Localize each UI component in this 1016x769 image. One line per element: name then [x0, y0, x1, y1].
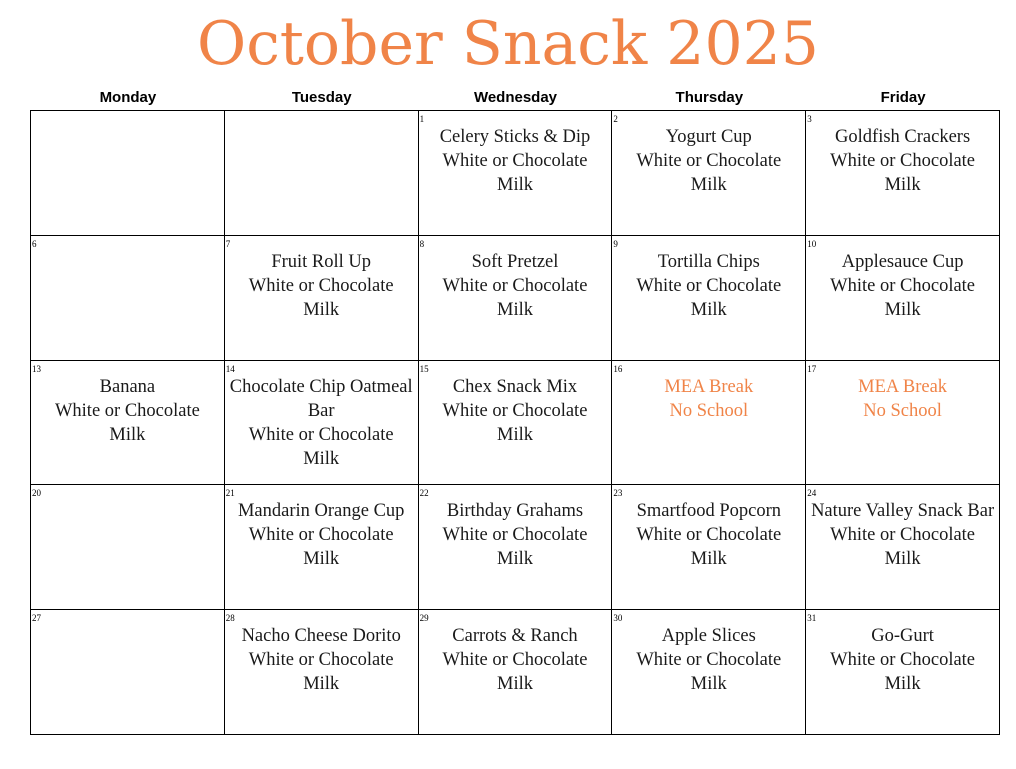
snack-entry — [612, 624, 805, 696]
weekday-label: Thursday — [675, 89, 744, 106]
snack-entry — [612, 375, 805, 423]
day-number: 10 — [807, 238, 817, 249]
snack-name: Birthday Grahams — [446, 501, 584, 522]
snack-name: Banana — [99, 376, 156, 397]
day-number: 8 — [419, 238, 425, 249]
snack-entry — [612, 499, 805, 571]
page-title: October Snack 2025 — [197, 9, 819, 79]
weekday-header — [31, 89, 1000, 106]
snack-entry — [419, 624, 612, 696]
snack-name: Tortilla Chips — [657, 251, 760, 272]
snack-name: Smartfood Popcorn — [636, 501, 781, 522]
day-number: 23 — [613, 488, 623, 499]
calendar-day-cell — [225, 485, 419, 610]
weekday-label: Wednesday — [473, 89, 558, 106]
day-number: 24 — [807, 488, 817, 499]
snack-detail: White or Chocolate Milk — [442, 151, 588, 195]
calendar-grid — [30, 110, 1000, 735]
day-number: 16 — [613, 363, 623, 374]
day-number: 28 — [225, 613, 235, 624]
snack-detail: No School — [863, 400, 942, 421]
calendar-day-cell — [806, 610, 1000, 735]
calendar-day-cell — [806, 236, 1000, 361]
snack-entry — [806, 624, 999, 696]
snack-name: Chex Snack Mix — [452, 376, 578, 397]
day-number: 13 — [32, 363, 41, 374]
calendar-day-cell — [612, 236, 806, 361]
day-number: 15 — [419, 363, 429, 374]
snack-entry — [419, 499, 612, 571]
snack-detail: White or Chocolate Milk — [248, 650, 394, 695]
snack-detail: White or Chocolate Milk — [442, 400, 588, 445]
snack-detail: White or Chocolate Milk — [830, 525, 976, 570]
day-number: 7 — [225, 238, 231, 249]
day-number: 31 — [807, 613, 817, 624]
day-number: 3 — [807, 114, 812, 124]
snack-name: Applesauce Cup — [841, 251, 964, 272]
snack-detail: White or Chocolate Milk — [248, 525, 394, 570]
snack-name: Apple Slices — [661, 626, 756, 647]
day-number: 9 — [613, 238, 618, 249]
calendar-day-cell — [806, 361, 1000, 486]
calendar-day-cell — [225, 610, 419, 735]
weekday-label: Monday — [99, 89, 157, 106]
snack-entry — [225, 375, 418, 471]
snack-detail: White or Chocolate Milk — [636, 275, 782, 320]
snack-entry — [225, 499, 418, 571]
snack-name: Celery Sticks & Dip — [439, 127, 591, 147]
snack-name: MEA Break — [664, 376, 754, 397]
day-number: 17 — [807, 363, 817, 374]
day-number: 2 — [613, 114, 618, 124]
calendar-day-cell — [806, 485, 1000, 610]
calendar-day-cell — [31, 236, 225, 361]
snack-detail: White or Chocolate Milk — [248, 275, 394, 320]
snack-detail: White or Chocolate Milk — [442, 275, 588, 320]
calendar-day-cell — [225, 111, 419, 236]
snack-name: Yogurt Cup — [665, 127, 752, 147]
snack-entry — [419, 250, 612, 322]
calendar-day-cell — [31, 485, 225, 610]
day-number: 30 — [613, 613, 623, 624]
calendar-day-cell — [419, 236, 613, 361]
day-number: 6 — [32, 238, 37, 249]
snack-entry — [806, 125, 999, 197]
calendar-day-cell — [612, 111, 806, 236]
snack-entry — [806, 499, 999, 571]
snack-name: Carrots & Ranch — [452, 626, 578, 647]
calendar-day-cell — [31, 111, 225, 236]
snack-entry — [806, 250, 999, 322]
snack-detail: White or Chocolate Milk — [636, 525, 782, 570]
weekday-label: Friday — [880, 89, 926, 106]
snack-entry — [225, 624, 418, 696]
day-number: 22 — [419, 488, 429, 499]
snack-entry — [225, 250, 418, 322]
snack-detail: White or Chocolate Milk — [636, 151, 782, 195]
snack-name: Soft Pretzel — [471, 251, 559, 272]
calendar-day-cell — [31, 610, 225, 735]
calendar-day-cell — [419, 610, 613, 735]
snack-name: Nature Valley Snack Bar — [811, 501, 995, 522]
snack-entry — [612, 250, 805, 322]
day-number: 20 — [32, 488, 41, 499]
calendar-day-cell — [612, 610, 806, 735]
snack-name: MEA Break — [858, 376, 948, 397]
calendar-day-cell — [806, 111, 1000, 236]
snack-entry — [612, 125, 805, 197]
snack-entry — [419, 375, 612, 447]
day-number: 21 — [225, 488, 235, 499]
snack-detail: White or Chocolate Milk — [248, 424, 394, 469]
calendar-day-cell — [419, 485, 613, 610]
snack-detail: White or Chocolate Milk — [830, 650, 976, 695]
snack-name: Nacho Cheese Dorito — [241, 626, 401, 647]
day-number: 14 — [225, 363, 235, 374]
calendar-day-cell — [612, 485, 806, 610]
snack-detail: White or Chocolate Milk — [54, 400, 200, 445]
day-number: 1 — [419, 114, 425, 124]
calendar-day-cell — [31, 361, 225, 486]
snack-name: Goldfish Crackers — [835, 127, 971, 147]
weekday-label: Tuesday — [291, 89, 352, 106]
snack-detail: White or Chocolate Milk — [830, 275, 976, 320]
snack-name: Fruit Roll Up — [271, 251, 372, 272]
snack-detail: White or Chocolate Milk — [442, 525, 588, 570]
day-number: 27 — [32, 613, 41, 624]
snack-detail: White or Chocolate Milk — [636, 650, 782, 695]
snack-detail: No School — [669, 400, 749, 421]
snack-name: Mandarin Orange Cup — [237, 501, 405, 522]
calendar-day-cell — [419, 361, 613, 486]
snack-name: Chocolate Chip Oatmeal Bar — [229, 376, 413, 421]
snack-detail: White or Chocolate Milk — [442, 650, 588, 695]
calendar-day-cell — [419, 111, 613, 236]
snack-detail: White or Chocolate Milk — [830, 151, 976, 195]
day-number: 29 — [419, 613, 429, 624]
calendar-day-cell — [225, 361, 419, 486]
calendar-day-cell — [612, 361, 806, 486]
snack-entry — [806, 375, 999, 423]
snack-entry — [31, 375, 224, 447]
calendar-day-cell — [225, 236, 419, 361]
snack-entry — [419, 125, 612, 197]
snack-name: Go-Gurt — [871, 626, 934, 647]
